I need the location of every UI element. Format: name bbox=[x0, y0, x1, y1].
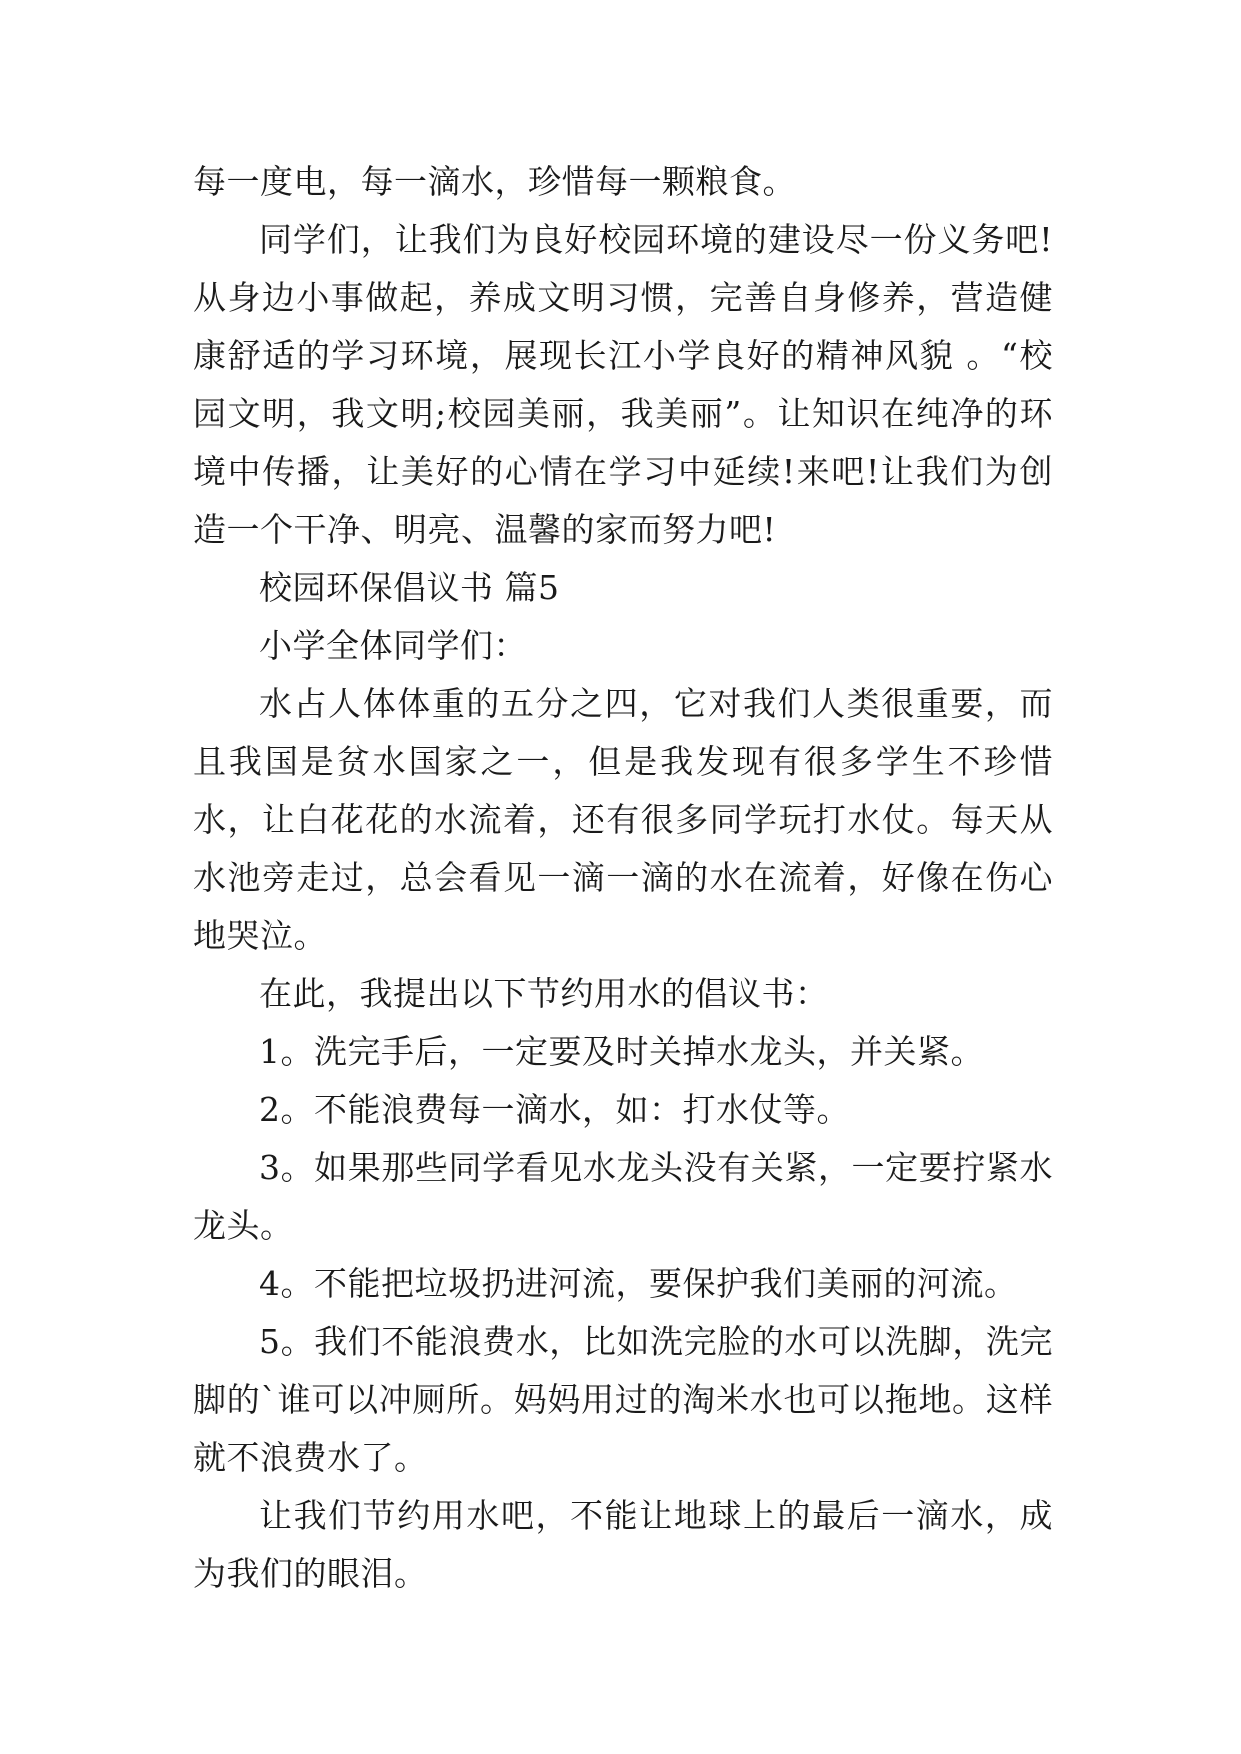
list-item-3: 3。如果那些同学看见水龙头没有关紧，一定要拧紧水龙头。 bbox=[193, 1148, 1053, 1245]
section-heading: 校园环保倡议书 篇5 bbox=[259, 568, 560, 607]
list-item-4: 4。不能把垃圾扔进河流，要保护我们美丽的河流。 bbox=[259, 1264, 1018, 1303]
list-item-2: 2。不能浪费每一滴水，如：打水仗等。 bbox=[259, 1090, 850, 1129]
document-body bbox=[193, 153, 1053, 1603]
list-item-5: 5。我们不能浪费水，比如洗完脸的水可以洗脚，洗完脚的`谁可以冲厕所。妈妈用过的淘米水也可以拖地。这样就不浪费水了。 bbox=[193, 1322, 1053, 1477]
list-item-1: 1。洗完手后，一定要及时关掉水龙头，并关紧。 bbox=[259, 1032, 984, 1071]
paragraph-conclusion: 让我们节约用水吧，不能让地球上的最后一滴水，成为我们的眼泪。 bbox=[193, 1496, 1053, 1593]
paragraph-proposal-lead: 在此，我提出以下节约用水的倡议书： bbox=[259, 974, 829, 1013]
salutation: 小学全体同学们： bbox=[259, 626, 527, 665]
paragraph-closing-line: 每一度电，每一滴水，珍惜每一颗粮食。 bbox=[193, 162, 796, 201]
paragraph-intro: 水占人体体重的五分之四，它对我们人类很重要，而且我国是贫水国家之一，但是我发现有很多学生不珍惜水，让白花花的水流着，还有很多同学玩打水仗。每天从水池旁走过，总会看见一滴一滴的水在流着，好像在伤心地哭泣。 bbox=[193, 684, 1053, 955]
paragraph-appeal: 同学们，让我们为良好校园环境的建设尽一份义务吧!从身边小事做起，养成文明习惯，完善自身修养，营造健康舒适的学习环境，展现长江小学良好的精神风貌 。“校园文明，我文明;校园美丽，我美丽”。让知识在纯净的环境中传播，让美好的心情在学习中延续!来吧!让我们为创造一个干净、明亮、温馨的家而努力吧! bbox=[193, 220, 1053, 549]
